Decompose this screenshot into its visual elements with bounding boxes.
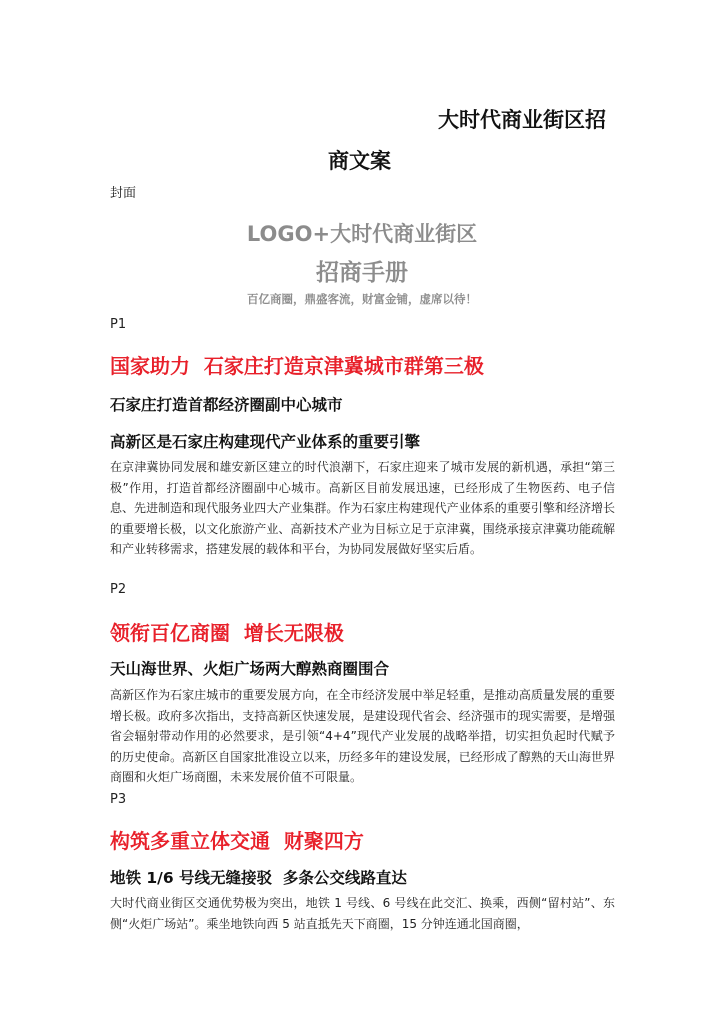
p2-body-paragraph: 高新区作为石家庄城市的重要发展方向，在全市经济发展中举足轻重，是推动高质量发展的重要增长极。政府多次指出，支持高新区快速发展，是建设现代省会、经济强市的现实需要，是增强省会辐射带动作用的必然要求，是引领“4+4”现代产业发展的战略举措，切实担负起时代赋予的历史使命。高新区自国家批准设立以来，历经多年的建设发展，已经形成了醇熟的天山海世界商圈和火炬广场商圈，未来发展价值不可限量。 bbox=[110, 688, 615, 784]
document-title-line-1: 大时代商业街区招 bbox=[438, 108, 606, 132]
p2-label: P2 bbox=[110, 582, 127, 597]
p2-subheading: 天山海世界、火炬广场两大醇熟商圈围合 bbox=[110, 660, 390, 678]
p1-subheading-2: 高新区是石家庄构建现代产业体系的重要引擎 bbox=[110, 433, 421, 451]
cover-subtitle: 招商手册 bbox=[316, 260, 408, 286]
p2-red-heading: 领衔百亿商圈 增长无限极 bbox=[110, 621, 344, 645]
p3-subheading: 地铁 1/6 号线无缝接驳 多条公交线路直达 bbox=[110, 869, 407, 887]
cover-label: 封面 bbox=[110, 186, 137, 201]
cover-slogan: 百亿商圈，鼎盛客流，财富金铺，虚席以待！ bbox=[247, 292, 477, 306]
p1-label: P1 bbox=[110, 317, 127, 332]
cover-logo-line: LOGO+大时代商业街区 bbox=[246, 222, 478, 246]
p1-subheading-1: 石家庄打造首都经济圈副中心城市 bbox=[110, 396, 343, 414]
p1-body-paragraph: 在京津冀协同发展和雄安新区建立的时代浪潮下，石家庄迎来了城市发展的新机遇，承担“第三极”作用，打造首都经济圈副中心城市。高新区目前发展迅速，已经形成了生物医药、电子信息、先进制造和现代服务业四大产业集群。作为石家庄构建现代产业体系的重要引擎和经济增长的重要增长极，以文化旅游产业、高新技术产业为目标立足于京津冀，围绕承接京津冀功能疏解和产业转移需求，搭建发展的载体和平台，为协同发展做好坚实后盾。 bbox=[110, 460, 615, 556]
p3-label: P3 bbox=[110, 792, 127, 807]
p3-body-paragraph: 大时代商业街区交通优势极为突出，地铁 1 号线、6 号线在此交汇、换乘，西侧“留村站”、东侧“火炬广场站”。乘坐地铁向西 5 站直抵先天下商圈，15 分钟连通北国商圈， bbox=[110, 896, 615, 931]
p3-red-heading: 构筑多重立体交通 财聚四方 bbox=[110, 829, 364, 853]
p1-red-heading: 国家助力 石家庄打造京津冀城市群第三极 bbox=[110, 354, 484, 378]
document-title-line-2: 商文案 bbox=[328, 149, 391, 173]
